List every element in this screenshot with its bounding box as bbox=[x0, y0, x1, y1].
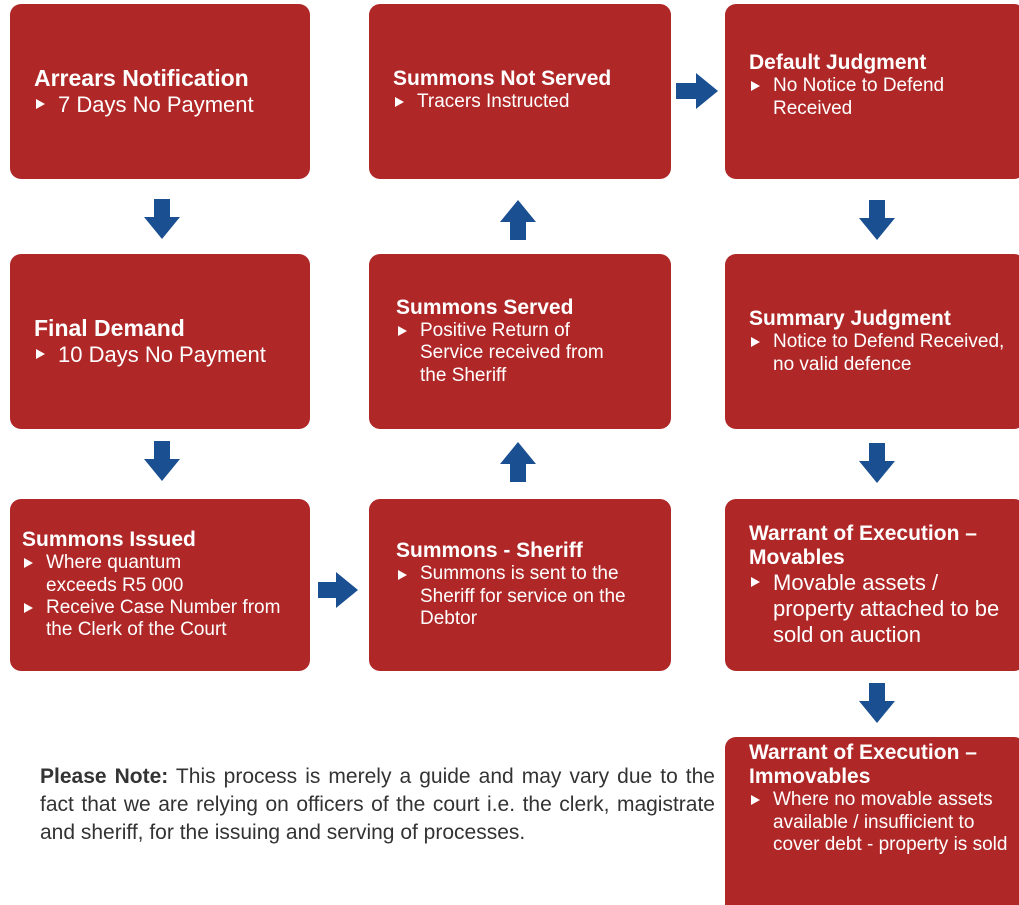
box-title: Default Judgment bbox=[749, 51, 927, 74]
box-summary-judgment bbox=[725, 254, 1019, 429]
box-bullets bbox=[22, 552, 296, 642]
bullet-text: Summons is sent to the Sheriff for service on the Debtor bbox=[420, 563, 626, 630]
bullet-text: Receive Case Number from the Clerk of the Court bbox=[46, 597, 281, 641]
arrow-down-icon bbox=[144, 441, 180, 481]
bullet-triangle-icon bbox=[398, 570, 407, 580]
bullet-triangle-icon bbox=[36, 349, 45, 359]
please-note-text bbox=[40, 763, 715, 847]
box-title: Warrant of Execution – Immovables bbox=[749, 741, 977, 789]
box-warrant-immovables bbox=[725, 737, 1019, 905]
bullet-triangle-icon bbox=[751, 337, 760, 347]
bullet-item bbox=[749, 570, 1015, 648]
bullet-item bbox=[749, 331, 1007, 376]
box-bullets bbox=[749, 789, 1011, 856]
bullet-triangle-icon bbox=[24, 558, 33, 568]
bullet-triangle-icon bbox=[751, 577, 760, 587]
bullet-text: No Notice to Defend Received bbox=[773, 75, 945, 119]
box-title: Summons - Sheriff bbox=[396, 539, 583, 563]
box-final-demand bbox=[10, 254, 310, 429]
bullet-text: 10 Days No Payment bbox=[58, 341, 266, 367]
box-bullets bbox=[396, 320, 621, 387]
arrow-up-icon bbox=[500, 200, 536, 240]
bullet-item bbox=[396, 563, 649, 630]
arrow-down-icon bbox=[144, 199, 180, 239]
bullet-text: 7 Days No Payment bbox=[58, 91, 254, 117]
arrow-up-icon bbox=[500, 442, 536, 482]
bullet-triangle-icon bbox=[751, 795, 760, 805]
bullet-item bbox=[34, 342, 296, 368]
arrow-down-icon bbox=[859, 200, 895, 240]
bullet-item bbox=[749, 789, 1011, 856]
box-title: Summary Judgment bbox=[749, 307, 951, 331]
box-bullets bbox=[749, 570, 1015, 648]
box-title: Summons Served bbox=[396, 295, 574, 319]
bullet-triangle-icon bbox=[36, 99, 45, 109]
box-default-judgment bbox=[725, 4, 1019, 179]
bullet-text: Where quantum exceeds R5 000 bbox=[46, 552, 184, 596]
bullet-text: Where no movable assets available / insufficient to cover debt - property is sold bbox=[773, 789, 1008, 856]
bullet-item bbox=[396, 320, 621, 387]
box-bullets bbox=[34, 92, 296, 118]
bullet-text: Movable assets / property attached to be sold on auction bbox=[773, 570, 1000, 648]
bullet-item bbox=[749, 75, 1007, 120]
bullet-item bbox=[22, 552, 296, 597]
bullet-text: Notice to Defend Received, no valid defence bbox=[773, 331, 1005, 375]
arrow-right-icon bbox=[676, 73, 718, 109]
bullet-triangle-icon bbox=[395, 97, 404, 107]
note-body: This process is merely a guide and may vary due to the fact that we are relying on officers of the court i.e. the clerk, magistrate and sheriff, for the issuing and serving of processes. bbox=[40, 765, 715, 844]
box-summons-sheriff bbox=[369, 499, 671, 671]
note-label: Please Note: bbox=[40, 765, 169, 788]
bullet-text: Positive Return of Service received from the Sheriff bbox=[420, 319, 604, 386]
box-arrears-notification bbox=[10, 4, 310, 179]
box-bullets bbox=[396, 563, 649, 630]
box-summons-issued bbox=[10, 499, 310, 671]
bullet-item bbox=[393, 91, 657, 113]
bullet-item bbox=[22, 597, 296, 642]
box-title: Summons Not Served bbox=[393, 67, 612, 90]
box-title: Warrant of Execution – Movables bbox=[749, 521, 977, 570]
box-summons-served bbox=[369, 254, 671, 429]
box-summons-not-served bbox=[369, 4, 671, 179]
arrow-right-icon bbox=[318, 572, 358, 608]
bullet-item bbox=[34, 92, 296, 118]
arrow-down-icon bbox=[859, 443, 895, 483]
box-title: Summons Issued bbox=[22, 528, 196, 552]
box-warrant-movables bbox=[725, 499, 1019, 671]
box-bullets bbox=[749, 331, 1007, 376]
box-bullets bbox=[34, 342, 296, 368]
bullet-triangle-icon bbox=[24, 603, 33, 613]
box-title: Final Demand bbox=[34, 315, 185, 342]
bullet-triangle-icon bbox=[751, 81, 760, 91]
arrow-down-icon bbox=[859, 683, 895, 723]
box-bullets bbox=[393, 91, 657, 113]
bullet-triangle-icon bbox=[398, 326, 407, 336]
bullet-text: Tracers Instructed bbox=[417, 91, 570, 113]
box-title: Arrears Notification bbox=[34, 65, 249, 92]
box-bullets bbox=[749, 75, 1007, 120]
